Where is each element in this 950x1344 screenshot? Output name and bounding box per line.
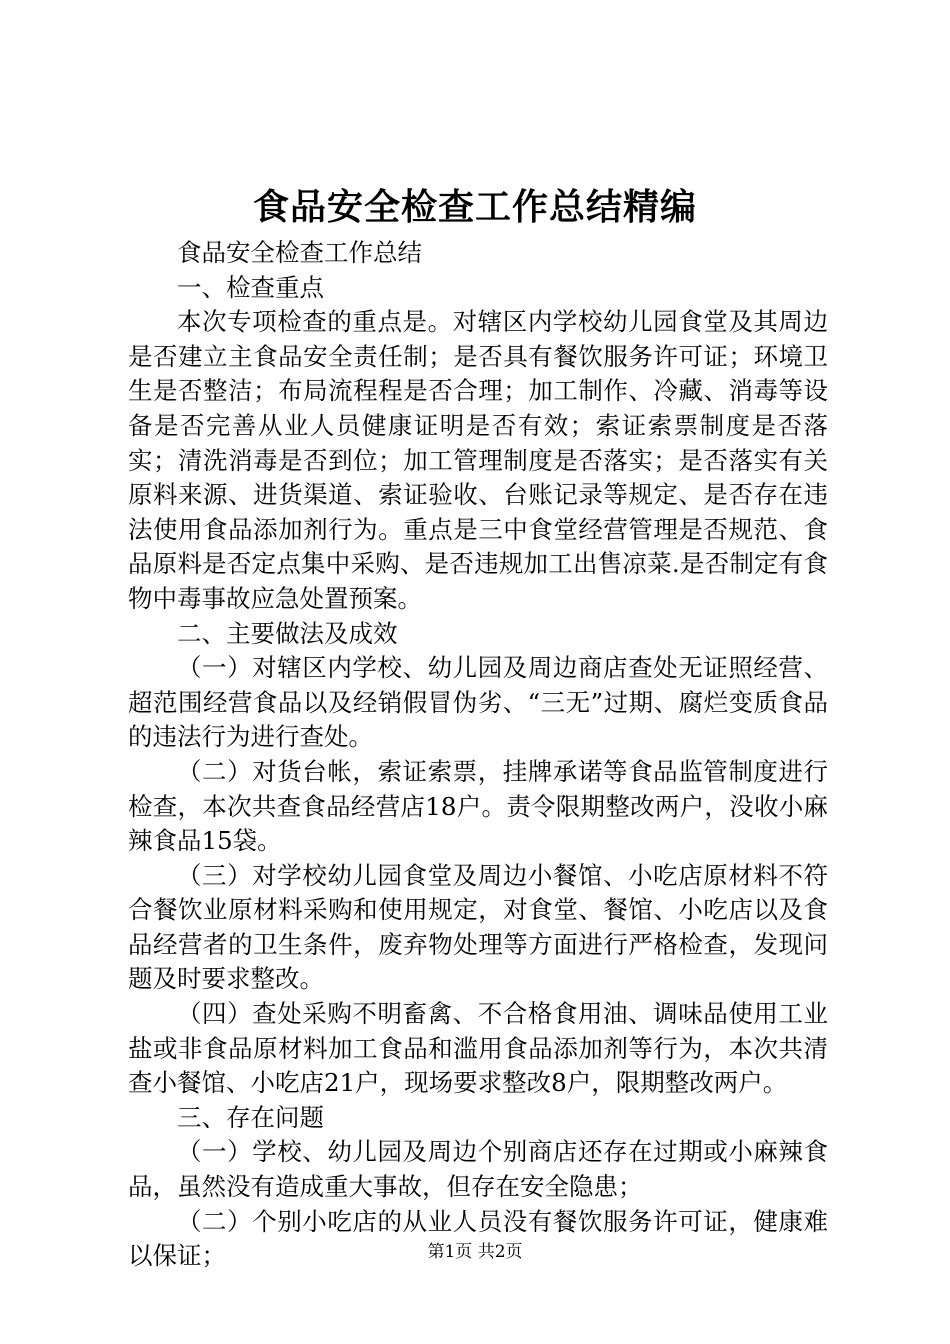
page-footer: 第1页 共2页 [427,1242,523,1262]
paragraph-heading: 食品安全检查工作总结 [177,238,422,267]
paragraph: （四）查处采购不明畜禽、不合格食用油、调味品使用工业盐或非食品原材料加工食品和滥用食品添加剂等行为，本次共清查小餐馆、小吃店21户，现场要求整改8户，限期整改两户。 [128,999,828,1098]
paragraph: （三）对学校幼儿园食堂及周边小餐馆、小吃店原材料不符合餐饮业原材料采购和使用规定，对食堂、餐馆、小吃店以及食品经营者的卫生条件，废弃物处理等方面进行严格检查，发现问题及时要求整改。 [128,860,828,994]
section-heading-1: 一、检查重点 [177,272,324,302]
paragraph: 本次专项检查的重点是。对辖区内学校幼儿园食堂及其周边是否建立主食品安全责任制；是否具有餐饮服务许可证；环境卫生是否整洁；布局流程程是否合理；加工制作、冷藏、消毒等设备是否完善从业人员健康证明是否有效；索证索票制度是否落实；清洗消毒是否到位；加工管理制度是否落实；是否落实有关原料来源、进货渠道、索证验收、台账记录等规定、是否存在违法使用食品添加剂行为。重点是三中食堂经营管理是否规范、食品原料是否定点集中采购、是否违规加工出售凉菜.是否制定有食物中毒事故应急处置预案。 [128,307,828,613]
paragraph: （一）对辖区内学校、幼儿园及周边商店查处无证照经营、超范围经营食品以及经销假冒伪劣、“三无”过期、腐烂变质食品的违法行为进行查处。 [128,653,828,752]
paragraph: （二）对货台帐，索证索票，挂牌承诺等食品监管制度进行检查，本次共查食品经营店18户。责令限期整改两户，没收小麻辣食品15袋。 [128,756,828,856]
paragraph: （二）个别小吃店的从业人员没有餐饮服务许可证，健康难以保证； [128,1206,828,1271]
document-body [128,236,828,1274]
section-heading-2: 二、主要做法及成效 [177,618,398,648]
section-heading-3: 三、存在问题 [177,1102,324,1132]
paragraph: （一）学校、幼儿园及周边个别商店还存在过期或小麻辣食品，虽然没有造成重大事故，但存在安全隐患； [128,1137,828,1202]
document-title: 食品安全检查工作总结精编 [252,186,697,228]
